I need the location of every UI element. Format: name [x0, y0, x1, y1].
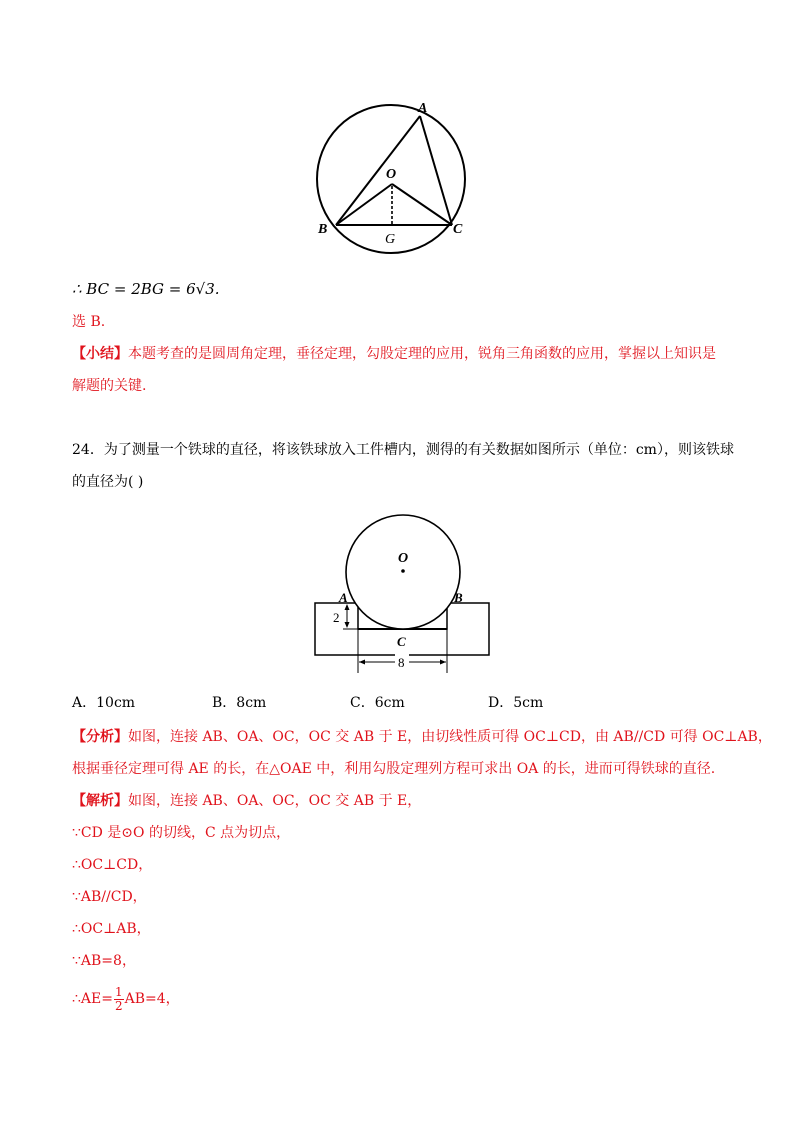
segment-AB	[336, 116, 420, 225]
fraction-denominator: 2	[114, 998, 123, 1013]
solution-line-5: ∴OC⊥AB，	[72, 921, 151, 937]
center-dot-O	[401, 569, 405, 573]
option-D: D．5cm	[488, 695, 544, 711]
option-B: B．8cm	[212, 695, 267, 711]
fraction-one-half	[114, 986, 124, 1013]
solution-text-1: 如图，连接 AB、OA、OC，OC 交 AB 于 E，	[128, 793, 422, 809]
fraction-numerator: 1	[114, 984, 123, 999]
analysis-line-1	[72, 727, 772, 747]
question-number: 24．	[72, 442, 104, 458]
label-G: G	[385, 232, 396, 247]
height-arrow-bottom	[345, 622, 350, 628]
label-C: C	[453, 222, 463, 237]
width-arrow-left	[359, 660, 365, 665]
label-width: 8	[398, 655, 405, 670]
label-C: C	[397, 634, 406, 649]
summary-line-1	[72, 344, 716, 364]
solution-line-3: ∴OC⊥CD，	[72, 857, 153, 873]
segment-OC	[392, 184, 452, 225]
figure-ball-groove	[305, 510, 505, 680]
analysis-text-1: 如图，连接 AB、OA、OC，OC 交 AB 于 E，由切线性质可得 OC⊥CD，由 AB//CD 可得 OC⊥AB，	[128, 729, 772, 745]
label-A: A	[418, 101, 428, 116]
solution-line-7-suffix: AB=4，	[124, 991, 180, 1007]
label-height: 2	[333, 610, 340, 625]
label-O: O	[386, 167, 397, 182]
solution-line-4: ∵AB//CD，	[72, 889, 147, 905]
question-24-line-2: 的直径为( )	[72, 474, 144, 490]
solution-line-6: ∵AB=8，	[72, 953, 136, 969]
label-B: B	[318, 222, 328, 237]
summary-text-1: 本题考查的是圆周角定理，垂径定理，勾股定理的应用，锐角三角函数的应用，掌握以上知识是	[128, 346, 716, 362]
analysis-tag: 【分析】	[72, 729, 128, 745]
label-B: B	[454, 590, 463, 605]
analysis-line-2: 根据垂径定理可得 AE 的长，在△OAE 中，利用勾股定理列方程可求出 OA 的长，进而可得铁球的直径.	[72, 761, 716, 777]
figure-circle-triangle	[310, 98, 480, 258]
summary-line-2: 解题的关键.	[72, 378, 147, 394]
solution-line-2: ∵CD 是⊙O 的切线，C 点为切点，	[72, 825, 291, 841]
solution-line-1	[72, 791, 421, 811]
label-O: O	[398, 551, 409, 566]
solution-line-7-prefix: ∴AE=	[72, 991, 113, 1007]
question-24-line-1	[72, 440, 734, 460]
choice-line: 选 B.	[72, 314, 106, 330]
conclusion-line: ∴ BC = 2BG = 6√3.	[72, 280, 220, 298]
option-C: C．6cm	[350, 695, 405, 711]
summary-tag: 【小结】	[72, 346, 128, 362]
solution-line-7	[72, 983, 180, 1015]
solution-tag: 【解析】	[72, 793, 128, 809]
question-text-1: 为了测量一个铁球的直径，将该铁球放入工件槽内，测得的有关数据如图所示（单位：cm），则该铁球	[103, 442, 734, 458]
label-A: A	[339, 590, 348, 605]
option-A: A．10cm	[72, 695, 136, 711]
width-arrow-right	[440, 660, 446, 665]
